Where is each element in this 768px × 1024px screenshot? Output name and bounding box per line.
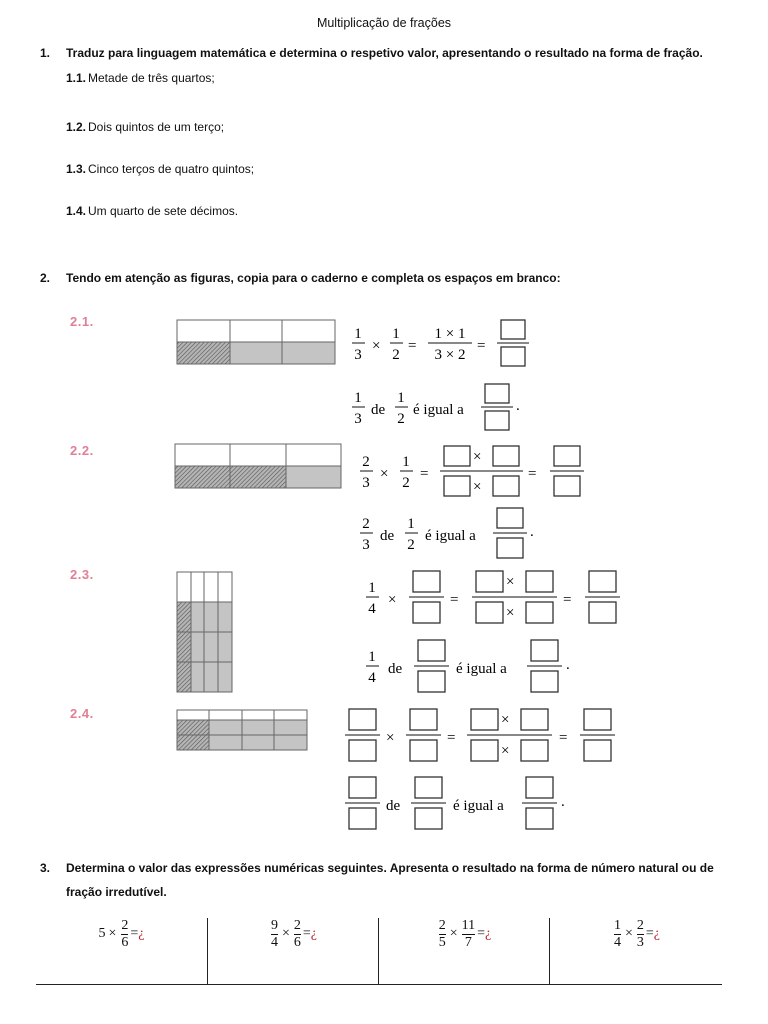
fraction: 2 6 (121, 917, 129, 950)
equation-2-4 (345, 709, 615, 761)
sentence-2-3 (366, 640, 570, 692)
q1-item-4-text: Um quarto de sete décimos. (88, 204, 239, 218)
page-title: Multiplicação de frações (316, 16, 452, 30)
svg-text:.: . (566, 657, 570, 673)
fraction-figures (0, 300, 768, 845)
svg-text:de: de (371, 402, 386, 418)
times-sign: × (281, 926, 290, 941)
times-sign: × (449, 926, 458, 941)
svg-text:4: 4 (368, 601, 376, 617)
blank-box (501, 347, 525, 366)
expression-cell-1 (36, 914, 207, 954)
expression-cell-2 (208, 914, 378, 954)
svg-text:é igual a: é igual a (456, 661, 507, 677)
svg-text:=: = (447, 730, 456, 746)
frac-num: 1 × 1 (434, 326, 466, 342)
svg-text:×: × (506, 605, 515, 621)
unknown-mark: ¿ (310, 926, 318, 941)
svg-text:1: 1 (368, 649, 376, 665)
svg-text:1: 1 (397, 390, 405, 406)
svg-text:2: 2 (397, 411, 405, 427)
figure-2-1 (177, 320, 335, 364)
q1-item-3 (66, 162, 254, 176)
svg-text:é igual a: é igual a (425, 528, 476, 544)
expression-cell-4 (550, 914, 722, 954)
frac-den: 3 (354, 347, 362, 363)
svg-text:.: . (530, 524, 534, 540)
q2-text: Tendo em atenção as figuras, copia para o caderno e completa os espaços em branco: (66, 271, 561, 285)
blank-box (485, 411, 509, 430)
figure-2-4 (177, 710, 307, 750)
svg-text:×: × (473, 479, 482, 495)
svg-text:de: de (386, 798, 401, 814)
svg-text:1: 1 (354, 390, 362, 406)
q1-text: Traduz para linguagem matemática e determina o respetivo valor, apresentando o resultado na forma de fração. (66, 46, 703, 60)
q1-item-1 (66, 71, 215, 85)
svg-text:×: × (506, 574, 515, 590)
equals-sign: = (302, 926, 311, 941)
frac-den: 2 (392, 347, 400, 363)
figure-2-2 (175, 444, 341, 488)
equals-sign: = (477, 338, 486, 354)
svg-text:×: × (473, 449, 482, 465)
blank-box (485, 384, 509, 403)
label-2-4: 2.4. (70, 706, 94, 721)
frac-num: 1 (392, 326, 400, 342)
fraction: 11 7 (461, 917, 476, 950)
svg-text:4: 4 (368, 670, 376, 686)
fraction: 2 6 (293, 917, 301, 950)
q1-item-4-num: 1.4. (66, 204, 87, 218)
frac-den: 3 × 2 (434, 347, 466, 363)
frac-num: 1 (354, 326, 362, 342)
svg-text:×: × (386, 730, 395, 746)
svg-text:.: . (561, 794, 565, 810)
q1-item-2-text: Dois quintos de um terço; (88, 120, 225, 134)
fraction: 1 4 (613, 917, 621, 950)
times-sign: × (372, 338, 381, 354)
q1-item-1-num: 1.1. (66, 71, 87, 85)
label-2-2: 2.2. (70, 443, 94, 458)
svg-text:de: de (380, 528, 395, 544)
times-sign: × (624, 926, 633, 941)
q1-number: 1. (40, 46, 51, 60)
q1-item-4 (66, 204, 238, 218)
q1-item-2 (66, 120, 224, 134)
fraction: 9 4 (270, 917, 278, 950)
svg-text:2: 2 (362, 516, 370, 532)
q3-text-line1: Determina o valor das expressões numéricas seguintes. Apresenta o resultado na forma de número natural ou de (66, 861, 714, 875)
svg-text:.: . (516, 398, 520, 414)
equals-sign: = (477, 926, 486, 941)
equals-sign: = (645, 926, 654, 941)
expr-lead: 5 (98, 926, 106, 941)
sentence-2-2 (360, 508, 534, 558)
svg-text:1: 1 (402, 454, 410, 470)
q3-number: 3. (40, 861, 51, 875)
svg-text:1: 1 (368, 580, 376, 596)
svg-text:3: 3 (362, 537, 370, 553)
equation-2-1 (352, 320, 529, 366)
svg-text:3: 3 (362, 475, 370, 491)
svg-text:de: de (388, 661, 403, 677)
svg-text:=: = (450, 592, 459, 608)
table-bottom-border (36, 984, 722, 985)
svg-text:×: × (380, 466, 389, 482)
equals-sign: = (408, 338, 417, 354)
equals-sign: = (130, 926, 139, 941)
q1-item-3-num: 1.3. (66, 162, 87, 176)
svg-text:1: 1 (407, 516, 415, 532)
svg-text:=: = (528, 466, 537, 482)
fraction: 2 3 (636, 917, 644, 950)
fraction: 2 5 (438, 917, 446, 950)
svg-text:×: × (501, 743, 510, 759)
label-2-3: 2.3. (70, 567, 94, 582)
q2-number: 2. (40, 271, 51, 285)
svg-text:×: × (388, 592, 397, 608)
unknown-mark: ¿ (653, 926, 661, 941)
figure-2-3 (177, 572, 232, 692)
label-2-1: 2.1. (70, 314, 94, 329)
svg-text:=: = (559, 730, 568, 746)
sentence-2-1 (352, 384, 520, 430)
svg-text:=: = (420, 466, 429, 482)
equation-2-2 (360, 446, 584, 496)
equation-2-3 (366, 571, 620, 623)
svg-text:2: 2 (402, 475, 410, 491)
svg-text:é igual a: é igual a (453, 798, 504, 814)
q1-item-3-text: Cinco terços de quatro quintos; (88, 162, 255, 176)
unknown-mark: ¿ (485, 926, 492, 941)
svg-text:2: 2 (407, 537, 415, 553)
q3-text-line2: fração irredutível. (66, 885, 167, 899)
svg-text:2: 2 (362, 454, 370, 470)
times-sign: × (108, 926, 117, 941)
sentence-2-4 (345, 777, 565, 829)
svg-text:×: × (501, 712, 510, 728)
svg-text:é igual a: é igual a (413, 402, 464, 418)
svg-text:=: = (563, 592, 572, 608)
q1-item-2-num: 1.2. (66, 120, 87, 134)
unknown-mark: ¿ (138, 926, 145, 941)
svg-text:3: 3 (354, 411, 362, 427)
q1-item-1-text: Metade de três quartos; (88, 71, 215, 85)
expression-cell-3 (379, 914, 549, 954)
blank-box (501, 320, 525, 339)
